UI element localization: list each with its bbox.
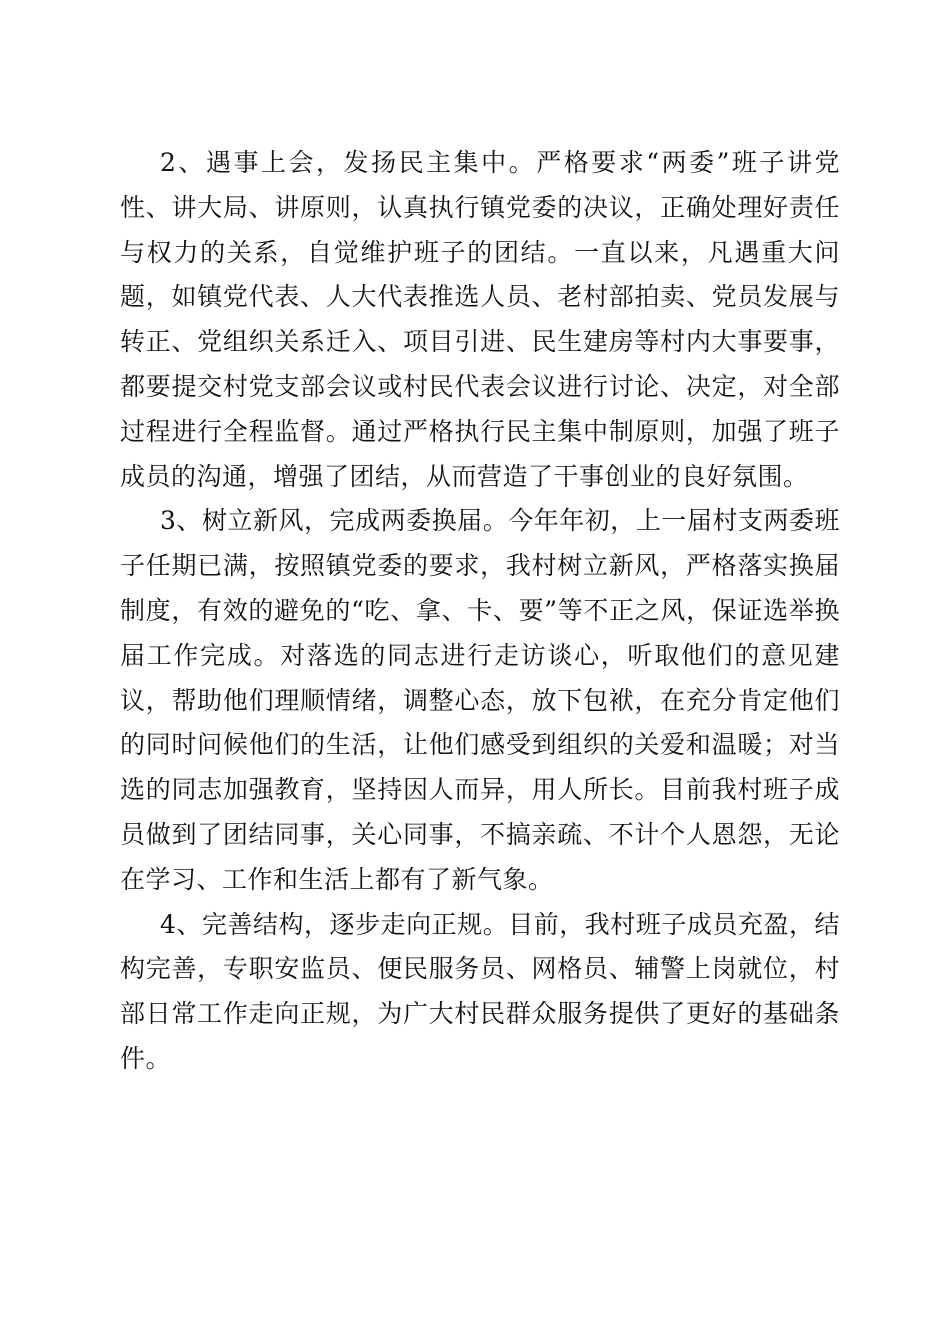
paragraph-item-2: 2、遇事上会，发扬民主集中。严格要求“两委”班子讲党性、讲大局、讲原则，认真执行镇党委的决议，正确处理好责任与权力的关系，自觉维护班子的团结。一直以来，凡遇重大问题，如镇党代表、人大代表推选人员、老村部拍卖、党员发展与转正、党组织关系迁入、项目引进、民生建房等村内大事要事，都要提交村党支部会议或村民代表会议进行讨论、决定，对全部过程进行全程监督。通过严格执行民主集中制原则，加强了班子成员的沟通，增强了团结，从而营造了干事创业的良好氛围。	[120, 148, 840, 491]
paragraph-item-3: 3、树立新风，完成两委换届。今年年初，上一届村支两委班子任期已满，按照镇党委的要求，我村树立新风，严格落实换届制度，有效的避免的“吃、拿、卡、要”等不正之风，保证选举换届工作完成。对落选的同志进行走访谈心，听取他们的意见建议，帮助他们理顺情绪，调整心态，放下包袱，在充分肯定他们的同时问候他们的生活，让他们感受到组织的关爱和温暖；对当选的同志加强教育，坚持因人而异，用人所长。目前我村班子成员做到了团结同事，关心同事，不搞亲疏、不计个人恩怨，无论在学习、工作和生活上都有了新气象。	[120, 506, 840, 894]
document-body	[120, 141, 840, 1082]
paragraph-item-4: 4、完善结构，逐步走向正规。目前，我村班子成员充盈，结构完善，专职安监员、便民服务员、网格员、辅警上岗就位，村部日常工作走向正规，为广大村民群众服务提供了更好的基础条件。	[120, 909, 840, 1073]
